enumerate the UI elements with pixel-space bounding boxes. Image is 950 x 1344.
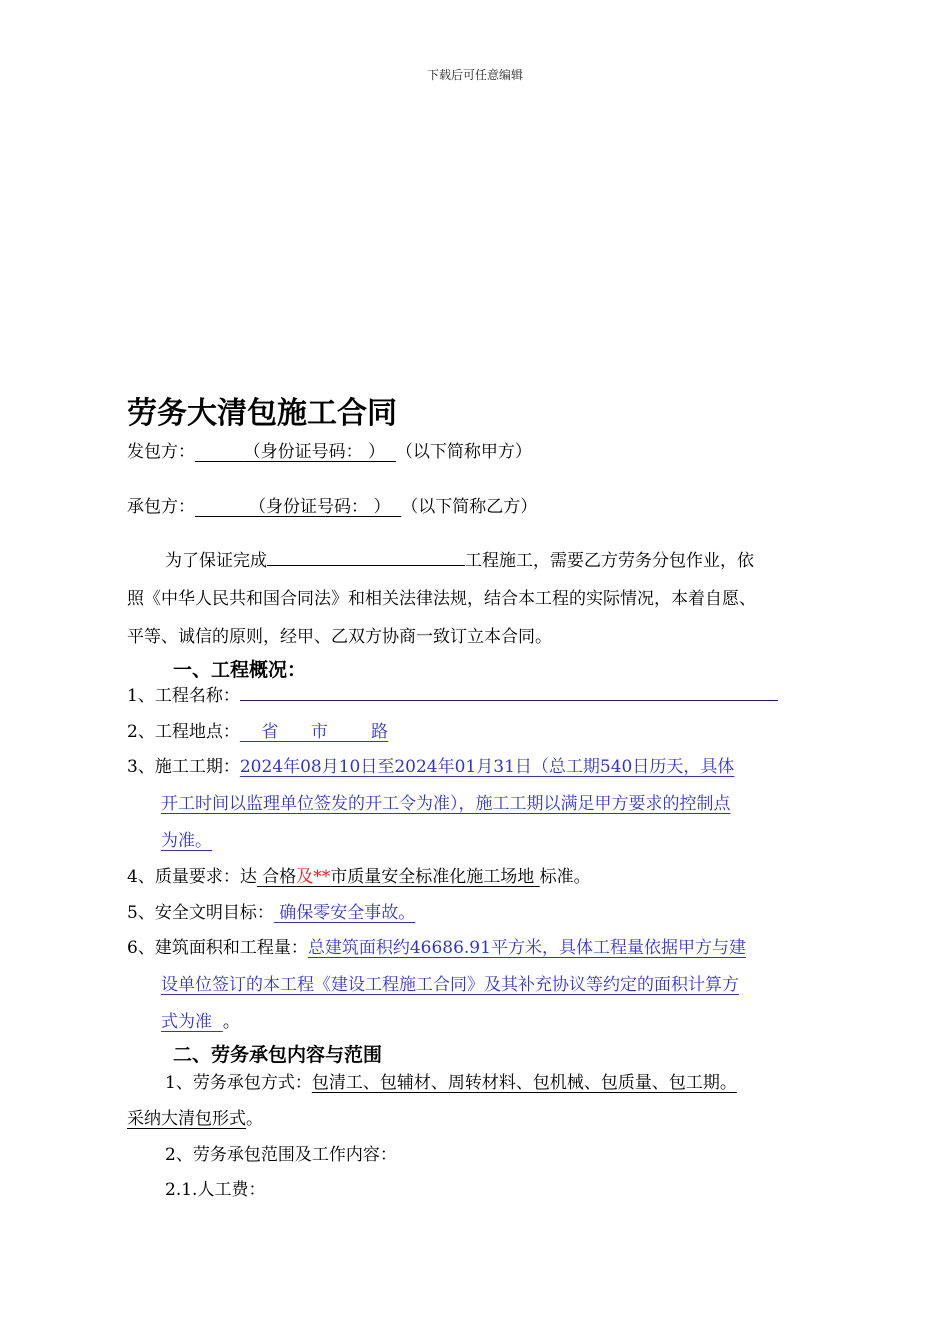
item-1-label: 1、工程名称： bbox=[127, 686, 240, 706]
s2-item-1-label: 1、劳务承包方式： bbox=[165, 1073, 312, 1093]
item-3-value-3: 为准。 bbox=[161, 831, 212, 851]
s2-item-1-value: 包清工、包辅材、周转材料、包机械、包质量、包工期。 bbox=[311, 1073, 737, 1093]
s2-item-2: 2、劳务承包范围及工作内容： bbox=[165, 1145, 397, 1165]
party-b-label: 承包方： bbox=[127, 497, 195, 517]
item-4-value bbox=[257, 867, 540, 887]
s2-item-1-line bbox=[165, 1068, 737, 1093]
item-2-label: 2、工程地点： bbox=[127, 722, 240, 742]
item-4-line bbox=[127, 862, 591, 887]
s2-item-1-line-2 bbox=[127, 1104, 263, 1129]
intro-text-b: 工程施工，需要乙方劳务分包作业，依 bbox=[465, 551, 754, 571]
item-6-end: 。 bbox=[222, 1012, 240, 1032]
item-4-value-c: 市质量安全标准化施工场地 bbox=[330, 867, 535, 887]
party-a-suffix: （以下简称甲方） bbox=[395, 442, 532, 462]
party-b-line bbox=[127, 492, 537, 517]
s2-item-2-1: 2.1.人工费： bbox=[165, 1180, 266, 1200]
s2-item-1-end: 。 bbox=[246, 1109, 263, 1129]
item-6-value-1: 总建筑面积约46686.91平方米，具体工程量依据甲方与建 bbox=[307, 938, 746, 958]
item-6-value-3-line bbox=[161, 1007, 240, 1032]
item-3-value-1: 2024年08月10日至2024年01月31日（总工期540日历天，具体 bbox=[239, 757, 735, 777]
project-name-blank bbox=[267, 551, 465, 566]
party-a-blank bbox=[195, 442, 396, 462]
item-5-value bbox=[274, 903, 415, 923]
item-3-label: 3、施工工期： bbox=[127, 757, 240, 777]
item-5-line bbox=[127, 898, 415, 923]
item-6-value-3-text: 式为准 bbox=[161, 1012, 212, 1032]
contract-title: 劳务大清包施工合同 bbox=[127, 396, 397, 431]
item-2-line bbox=[127, 717, 388, 742]
intro-line-3: 平等、诚信的原则，经甲、乙双方协商一致订立本合同。 bbox=[127, 627, 552, 647]
party-a-id: （身份证号码： ） bbox=[243, 442, 386, 462]
item-6-value-2: 设单位签订的本工程《建设工程施工合同》及其补充协议等约定的面积计算方 bbox=[161, 975, 739, 995]
item-4-suffix: 标准。 bbox=[539, 867, 591, 887]
item-5-value-text: 确保零安全事故。 bbox=[279, 903, 416, 923]
item-6-label: 6、建筑面积和工程量： bbox=[127, 938, 308, 958]
item-3-value-2: 开工时间以监理单位签发的开工令为准），施工工期以满足甲方要求的控制点 bbox=[161, 794, 731, 814]
header-note: 下载后可任意编辑 bbox=[426, 68, 523, 82]
party-b-blank bbox=[195, 497, 401, 517]
item-4-value-b: 及** bbox=[296, 867, 331, 887]
item-1-line bbox=[127, 681, 778, 706]
intro-line-1 bbox=[165, 546, 754, 571]
project-name-field bbox=[240, 686, 778, 701]
section-2-heading: 二、劳务承包内容与范围 bbox=[173, 1044, 383, 1066]
item-6-line bbox=[127, 933, 746, 958]
item-3-line bbox=[127, 752, 734, 777]
item-4-value-a: 合格 bbox=[262, 867, 297, 887]
item-6-value-3 bbox=[161, 1012, 223, 1032]
section-1-heading: 一、工程概况： bbox=[173, 659, 307, 681]
party-a-line bbox=[127, 437, 532, 462]
intro-text-a: 为了保证完成 bbox=[165, 551, 267, 571]
item-4-label: 4、质量要求：达 bbox=[127, 867, 257, 887]
item-5-label: 5、安全文明目标： bbox=[127, 903, 274, 923]
party-b-id: （身份证号码： ） bbox=[249, 497, 391, 517]
item-2-value: 省 市 路 bbox=[239, 722, 389, 742]
s2-item-1-value-2: 采纳大清包形式 bbox=[127, 1109, 246, 1129]
party-b-suffix: （以下简称乙方） bbox=[401, 497, 538, 517]
intro-line-2: 照《中华人民共和国合同法》和相关法律法规，结合本工程的实际情况，本着自愿、 bbox=[127, 589, 756, 609]
party-a-label: 发包方： bbox=[127, 442, 195, 462]
